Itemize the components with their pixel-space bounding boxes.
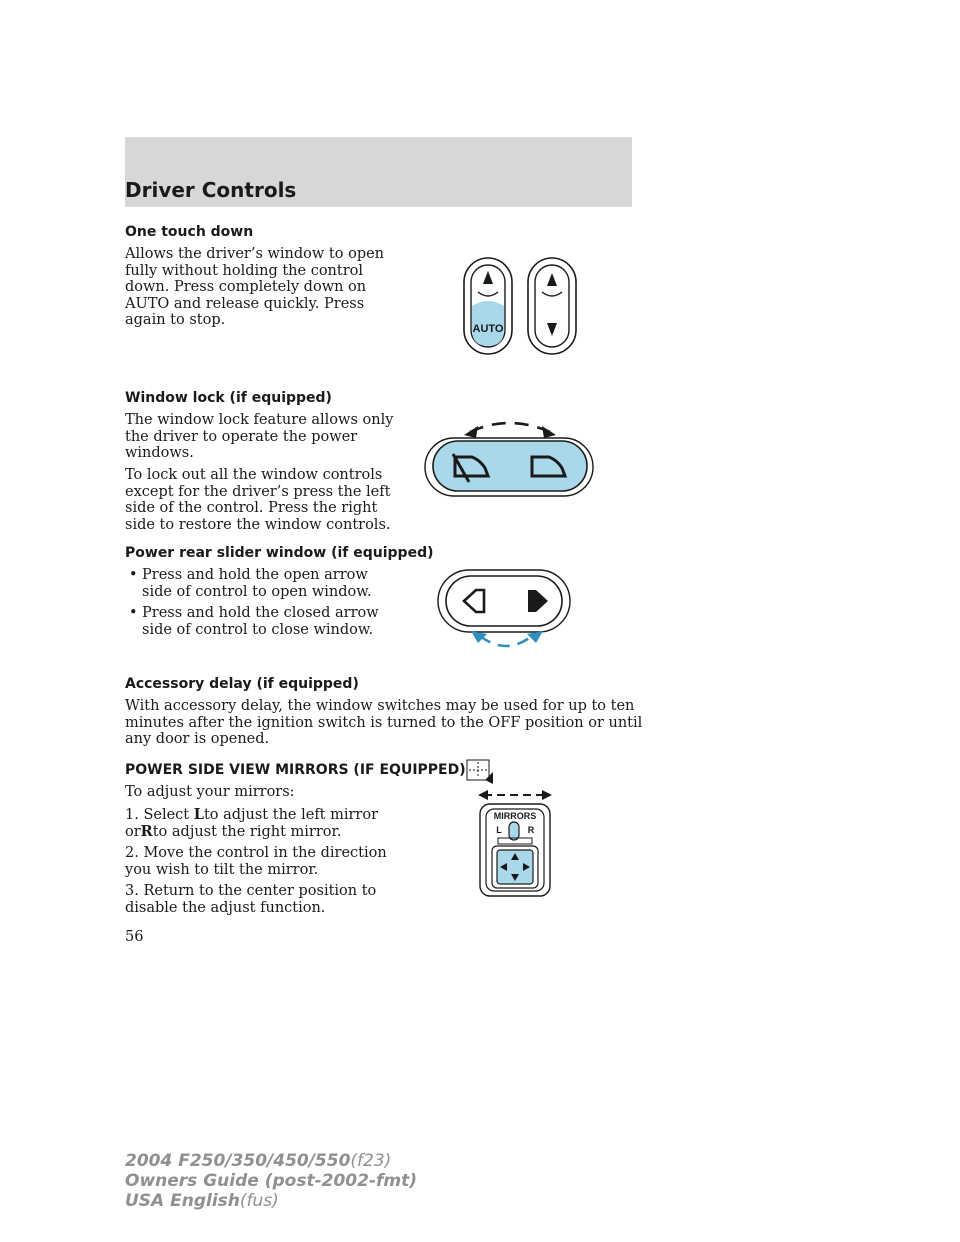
footer-line: Owners Guide (post-2002-fmt) xyxy=(125,1171,418,1191)
text-line: To adjust your mirrors: xyxy=(125,784,295,800)
heading-power-mirrors: POWER SIDE VIEW MIRRORS (IF EQUIPPED) xyxy=(125,762,466,778)
heading-accessory-delay: Accessory delay (if equipped) xyxy=(125,676,359,692)
page-number: 56 xyxy=(125,929,144,945)
text-line: the driver to operate the power xyxy=(125,428,358,445)
paragraph-mirrors-step1 xyxy=(125,807,378,840)
text-line: 1. Select Lto adjust the left mirror xyxy=(125,806,379,823)
arc-arrow-left-icon xyxy=(464,426,478,438)
paragraph-mirrors-intro xyxy=(125,784,295,801)
text-line: side of control to open window. xyxy=(142,583,372,600)
text-line: To lock out all the window controls xyxy=(125,467,383,483)
arrow-right-icon xyxy=(542,790,552,800)
text-line: The window lock feature allows only xyxy=(125,412,394,428)
text-line: you wish to tilt the mirror. xyxy=(125,861,319,878)
text-line: side to restore the window controls. xyxy=(125,516,391,533)
mirror-control-figure xyxy=(474,786,556,900)
left-mirror-key: L xyxy=(193,806,204,823)
blue-dashed-arc xyxy=(480,636,532,646)
auto-label: AUTO xyxy=(472,323,504,335)
heading-window-lock: Window lock (if equipped) xyxy=(125,390,332,406)
text-line: down. Press completely down on xyxy=(125,279,367,295)
arrow-left-icon xyxy=(478,790,488,800)
text-line: 3. Return to the center position to xyxy=(125,883,377,899)
paragraph-window-lock-2 xyxy=(125,467,391,533)
text-line: side of control to close window. xyxy=(142,621,374,638)
bullet-dot-icon: • xyxy=(129,605,138,621)
window-lock-switch-figure xyxy=(422,410,596,502)
text-line: Allows the driver’s window to open xyxy=(125,246,385,262)
text-line: disable the adjust function. xyxy=(125,899,326,916)
section-title: Driver Controls xyxy=(125,178,297,202)
selector-knob xyxy=(509,822,519,840)
text-line: any door is opened. xyxy=(125,731,270,747)
text-line: Press and hold the open arrow xyxy=(142,567,368,583)
text-line: Press and hold the closed arrow xyxy=(142,605,379,621)
text-line: orRto adjust the right mirror. xyxy=(125,822,342,840)
text-line: except for the driver’s press the left xyxy=(125,483,391,500)
paragraph-mirrors-step2 xyxy=(125,845,387,878)
mirror-adjust-icon xyxy=(465,758,495,784)
document-footer xyxy=(125,1151,417,1211)
rear-slider-switch-figure xyxy=(436,568,574,652)
text-line: 2. Move the control in the direction xyxy=(125,845,387,861)
paragraph-accessory-delay xyxy=(125,698,642,748)
blue-arrow-right-icon xyxy=(527,631,543,643)
footer-line: 2004 F250/350/450/550(f23) xyxy=(125,1151,392,1171)
text-line: With accessory delay, the window switches may be used for up to ten xyxy=(125,698,635,714)
paragraph-window-lock-1 xyxy=(125,412,393,462)
blue-arrow-left-icon xyxy=(471,631,487,643)
window-switch-auto-figure xyxy=(460,256,580,358)
paragraph-one-touch-down xyxy=(125,246,384,329)
heading-rear-slider: Power rear slider window (if equipped) xyxy=(125,545,434,561)
text-line: minutes after the ignition switch is turned to the OFF position or until xyxy=(125,714,643,731)
text-line: side of the control. Press the right xyxy=(125,500,378,516)
left-label: L xyxy=(496,825,502,835)
text-line: fully without holding the control xyxy=(125,262,364,279)
text-line: again to stop. xyxy=(125,312,226,328)
right-label: R xyxy=(527,825,535,835)
footer-line: USA English(fus) xyxy=(125,1191,279,1211)
dashed-arc xyxy=(470,423,550,432)
text-line: windows. xyxy=(125,445,194,461)
mirrors-label: MIRRORS xyxy=(493,811,537,821)
arc-arrow-right-icon xyxy=(542,426,556,438)
heading-one-touch-down: One touch down xyxy=(125,224,254,240)
paragraph-mirrors-step3 xyxy=(125,883,376,916)
text-line: AUTO and release quickly. Press xyxy=(125,295,365,312)
bullet-dot-icon: • xyxy=(129,567,138,583)
right-mirror-key: R xyxy=(140,822,153,840)
